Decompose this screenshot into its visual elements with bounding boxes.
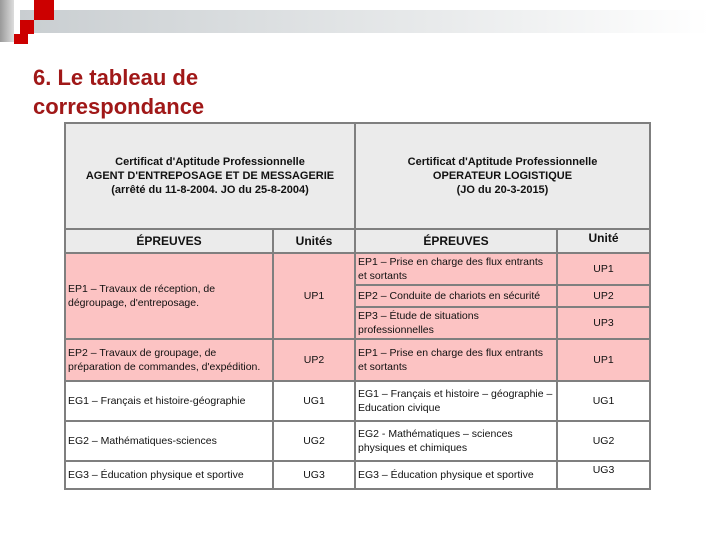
- table-cell: EP3 – Étude de situations professionnelles: [355, 307, 557, 339]
- table-cell: EG2 - Mathématiques – sciences physiques et chimiques: [355, 421, 557, 461]
- table-cell: UG1: [273, 381, 355, 421]
- table-cell: UP1: [557, 339, 650, 381]
- table-cell: UP3: [557, 307, 650, 339]
- header-band: [20, 10, 710, 33]
- table-cell: EG1 – Français et histoire – géographie – Education civique: [355, 381, 557, 421]
- table-cell: UG3: [557, 461, 650, 489]
- table-cell: UP2: [557, 285, 650, 307]
- table-cell: EG3 – Éducation physique et sportive: [355, 461, 557, 489]
- logo-decoration: [20, 20, 34, 34]
- table-cell: EG3 – Éducation physique et sportive: [65, 461, 273, 489]
- table-cell: EP2 – Travaux de groupage, de préparation de commandes, d'expédition.: [65, 339, 273, 381]
- table-cell: UG2: [557, 421, 650, 461]
- table-cell: UP2: [273, 339, 355, 381]
- logo-decoration: [0, 0, 14, 42]
- col-header: Unité: [557, 229, 650, 253]
- table-cell: EP1 – Prise en charge des flux entrants et sortants: [355, 339, 557, 381]
- table-cell: EG2 – Mathématiques-sciences: [65, 421, 273, 461]
- logo-decoration: [34, 0, 54, 20]
- col-header: ÉPREUVES: [355, 229, 557, 253]
- table-cell: EP2 – Conduite de chariots en sécurité: [355, 285, 557, 307]
- table-cell: UG2: [273, 421, 355, 461]
- correspondence-table: [64, 122, 651, 490]
- left-cap-header: Certificat d'Aptitude Professionnelle AGENT D'ENTREPOSAGE ET DE MESSAGERIE (arrêté du 11-8-2004. JO du 25-8-2004): [65, 123, 355, 229]
- table-cell: EP1 – Prise en charge des flux entrants et sortants: [355, 253, 557, 285]
- table-cell: EG1 – Français et histoire-géographie: [65, 381, 273, 421]
- right-cap-header: Certificat d'Aptitude Professionnelle OPERATEUR LOGISTIQUE (JO du 20-3-2015): [355, 123, 650, 229]
- table-cell: UP1: [273, 253, 355, 339]
- table-cell: UG3: [273, 461, 355, 489]
- table-cell: UG1: [557, 381, 650, 421]
- table-cell: UP1: [557, 253, 650, 285]
- table-cell: EP1 – Travaux de réception, de dégroupage, d'entreposage.: [65, 253, 273, 339]
- col-header: Unités: [273, 229, 355, 253]
- col-header: ÉPREUVES: [65, 229, 273, 253]
- logo-decoration: [14, 34, 28, 44]
- page-title: 6. Le tableau de correspondance: [33, 65, 205, 119]
